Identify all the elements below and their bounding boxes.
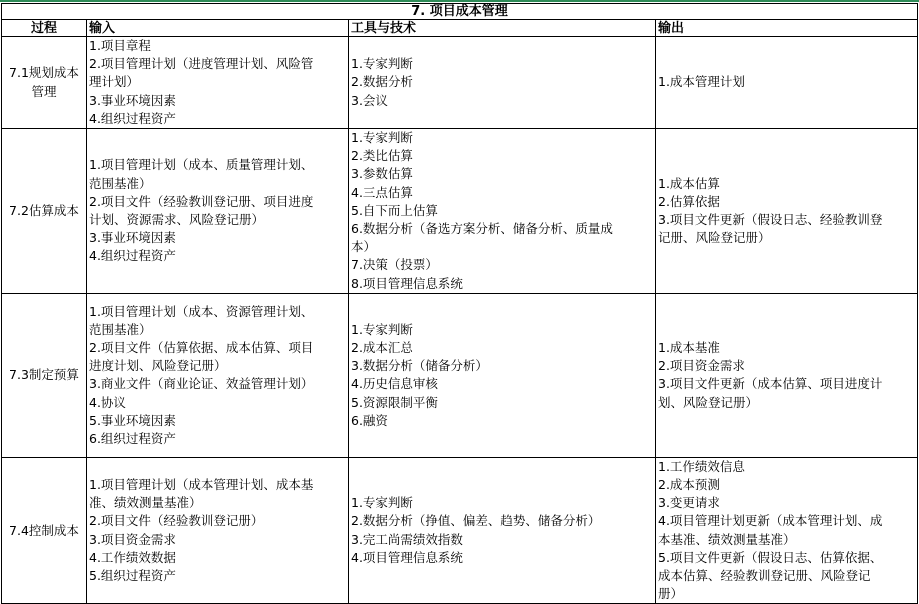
table-row <box>2 457 918 604</box>
cell-line: 2.项目文件（估算依据、成本估算、项目 <box>89 339 314 355</box>
cell-line: 3.数据分析（储备分析） <box>351 358 488 374</box>
cell-line: 4.项目管理计划更新（成本管理计划、成 <box>658 513 883 529</box>
cell-line: 划、风险登记册） <box>658 394 759 410</box>
cell-line: 2.成本预测 <box>658 477 720 493</box>
cell-line: 7.2估算成本 <box>9 202 79 218</box>
cell-line: 6.融资 <box>351 412 388 428</box>
cell-line: 本基准、绩效测量基准） <box>658 531 796 547</box>
cell-line: 本） <box>351 239 377 255</box>
cell-line: 4.项目管理信息系统 <box>351 549 463 565</box>
cell-line: 1.成本估算 <box>658 175 720 191</box>
cell-line: 4.工作绩效数据 <box>89 549 176 565</box>
cell-line: 5.项目文件更新（假设日志、估算依据、 <box>658 549 883 565</box>
table-title: 7. 项目成本管理 <box>2 4 918 20</box>
table-row <box>2 293 918 457</box>
process-cell <box>2 293 87 457</box>
cell-line: 2.数据分析 <box>351 74 413 90</box>
inputs-cell <box>87 293 349 457</box>
table-row <box>2 129 918 294</box>
inputs-cell <box>87 129 349 294</box>
process-cell <box>2 129 87 294</box>
header-row <box>2 20 918 37</box>
outputs-cell <box>656 293 918 457</box>
cell-line: 7.决策（投票） <box>351 257 438 273</box>
header-inputs: 输入 <box>87 20 349 37</box>
cell-line: 2.项目管理计划（进度管理计划、风险管 <box>89 56 314 72</box>
cell-line: 管理 <box>31 83 57 99</box>
cell-line: 2.项目文件（经验教训登记册） <box>89 513 264 529</box>
cell-line: 4.历史信息审核 <box>351 376 438 392</box>
tools-cell <box>349 293 656 457</box>
cell-line: 5.组织过程资产 <box>89 568 176 584</box>
cell-line: 1.专家判断 <box>351 321 413 337</box>
cell-line: 3.项目资金需求 <box>89 531 176 547</box>
tools-cell <box>349 37 656 129</box>
cell-line: 3.项目文件更新（成本估算、项目进度计 <box>658 376 883 392</box>
cell-line: 1.成本管理计划 <box>658 74 745 90</box>
cell-line: 范围基准） <box>89 175 152 191</box>
cell-line: 2.估算依据 <box>658 193 720 209</box>
cell-line: 1.项目章程 <box>89 38 151 53</box>
table-row <box>2 37 918 129</box>
cell-line: 1.专家判断 <box>351 495 413 511</box>
cell-line: 4.组织过程资产 <box>89 248 176 264</box>
cell-line: 理计划） <box>89 74 140 90</box>
cell-line: 6.数据分析（备选方案分析、储备分析、质量成 <box>351 221 613 237</box>
cell-line: 成本估算、经验教训登记册、风险登记 <box>658 568 871 584</box>
cell-line: 4.协议 <box>89 394 126 410</box>
cell-line: 册） <box>658 586 684 602</box>
cell-line: 1.项目管理计划（成本、资源管理计划、 <box>89 303 314 319</box>
cell-line: 记册、风险登记册） <box>658 230 771 246</box>
inputs-cell <box>87 37 349 129</box>
tools-cell <box>349 457 656 604</box>
cell-line: 7.4控制成本 <box>9 522 79 538</box>
top-border-line <box>0 0 919 2</box>
outputs-cell <box>656 129 918 294</box>
cell-line: 6.组织过程资产 <box>89 430 176 446</box>
cell-line: 1.专家判断 <box>351 56 413 72</box>
outputs-cell <box>656 457 918 604</box>
tools-cell <box>349 129 656 294</box>
cell-line: 3.完工尚需绩效指数 <box>351 531 463 547</box>
cell-line: 范围基准） <box>89 321 152 337</box>
cell-line: 1.项目管理计划（成本管理计划、成本基 <box>89 477 314 493</box>
cell-line: 1.成本基准 <box>658 339 720 355</box>
header-process: 过程 <box>2 20 87 37</box>
cell-line: 准、绩效测量基准） <box>89 495 202 511</box>
cell-line: 3.变更请求 <box>658 495 720 511</box>
cell-line: 1.专家判断 <box>351 130 413 146</box>
cell-line: 2.数据分析（挣值、偏差、趋势、储备分析） <box>351 513 601 529</box>
cell-line: 3.项目文件更新（假设日志、经验教训登 <box>658 211 883 227</box>
cell-line: 4.组织过程资产 <box>89 110 176 126</box>
cell-line: 3.事业环境因素 <box>89 92 176 108</box>
cell-line: 3.参数估算 <box>351 166 413 182</box>
cell-line: 进度计划、风险登记册） <box>89 358 227 374</box>
cell-line: 3.会议 <box>351 92 388 108</box>
cell-line: 1.工作绩效信息 <box>658 458 745 474</box>
header-tools: 工具与技术 <box>349 20 656 37</box>
cell-line: 2.成本汇总 <box>351 339 413 355</box>
cell-line: 5.资源限制平衡 <box>351 394 438 410</box>
cell-line: 3.商业文件（商业论证、效益管理计划） <box>89 376 314 392</box>
outputs-cell <box>656 37 918 129</box>
cost-management-table <box>1 3 918 604</box>
cell-line: 5.自下而上估算 <box>351 202 438 218</box>
title-row <box>2 4 918 20</box>
cell-line: 计划、资源需求、风险登记册） <box>89 211 265 227</box>
cell-line: 7.3制定预算 <box>9 367 79 383</box>
cell-line: 2.类比估算 <box>351 148 413 164</box>
cell-line: 2.项目文件（经验教训登记册、项目进度 <box>89 193 314 209</box>
cell-line: 2.项目资金需求 <box>658 358 745 374</box>
cell-line: 5.事业环境因素 <box>89 412 176 428</box>
inputs-cell <box>87 457 349 604</box>
process-cell <box>2 457 87 604</box>
cell-line: 1.项目管理计划（成本、质量管理计划、 <box>89 157 314 173</box>
process-cell <box>2 37 87 129</box>
cell-line: 4.三点估算 <box>351 184 413 200</box>
cell-line: 3.事业环境因素 <box>89 230 176 246</box>
cell-line: 7.1规划成本 <box>9 65 79 81</box>
header-outputs: 输出 <box>656 20 918 37</box>
cell-line: 8.项目管理信息系统 <box>351 275 463 291</box>
